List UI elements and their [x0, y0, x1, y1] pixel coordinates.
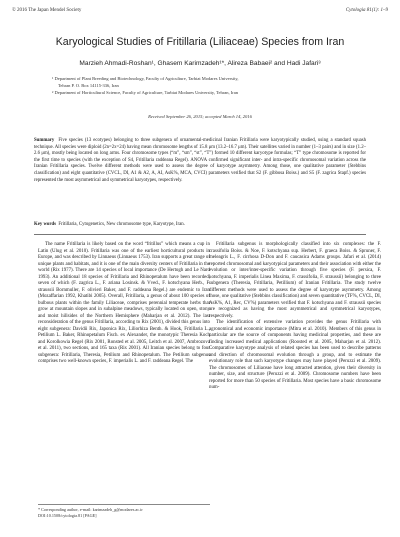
corresponding-author-note: * Corresponding author, e-mail: karimzadeh_g@modares.ac.ir — [38, 507, 143, 512]
keywords — [34, 222, 366, 227]
abstract — [34, 138, 366, 184]
body-column-right — [209, 242, 381, 392]
footnote — [38, 504, 210, 518]
received-dates: Received September 26, 2015; accepted March 14, 2016 — [148, 114, 252, 119]
author-list: Marzieh Ahmadi-Roshan¹, Ghasem Karimzadeh¹*, Alireza Babaei² and Hadi Jafari³ — [79, 60, 321, 67]
affiliation-line: ² Department of Horticultural Science, Faculty of Agriculture, Tarbiat Modares University, Tehran, Iran — [52, 90, 238, 95]
journal-citation: Cytologia 81(1): 1–9 — [345, 8, 388, 13]
body-paragraph: The identification of extensive variation provides the genus Fritillaria with agronomical and economic importance (Mitra et al. 2010). Members of this genus in particular are the source of components having medicinal properties, and these are finding increased medical applications (Roosted et al. 2005, Maharjan et al. 2012). Comparative karyotype analysis of related species has been used to describe patterns and direction of chromosomal evolution through a group, and to estimate the evolutionary role that such karyotype changes may have played (Peruzzi et al. 2009). The chromosomes of Liliaceae have long attracted attention, given their diversity in number, size, and structure (Peruzzi et al. 2009). Chromosome numbers have been reported for more than 50 species of Fritillaria. Most species have a basic chromosome num- — [209, 320, 381, 390]
affiliation-line: Tehran P. O. Box 14115-336, Iran — [58, 83, 119, 88]
body-column-left — [38, 242, 210, 366]
affiliations — [52, 76, 360, 97]
keywords-label: Key words — [34, 222, 56, 227]
body-paragraph: The name Fritillaria is likely based on the word “fritillus” which means a cup in Latin (Ulug et al. 2010). Fritillaria was one of the earliest horticultural products in Europe, and was described by Linnaeus (Linnaeus 1753). Iran supports a great range of unique plants and habitats, and it is one of the main diversity centers of Fritillaria in the world (Rix 1977). There are 14 species of local importance (De Hertogh and Le Nard 1993). An additional 18 species of Fritillaria and Rhinopetalum have been recorded, seven of which (F. zagrica L., F. ariana Losinsk. & Vved., F. kotschyana Herb., F. straussii Bornmuller, F. olivieri Baker, and F. raddeana Regel.) are endemic to Iran (Mozaffarian 1992, Khatibi 2005). Overall, Fritillaria, a genus of about 100 species of bulbous plants within the family Liliaceae, comprises perennial temperate herbs that grow at mountain slopes and in subalpine meadows, typically located on open, stony and moist hillsides of the Northern Hemisphere (Maharjan et al. 2012). The last reconsideration of the genus Fritillaria, according to Rix (2001), divided this genus into eight subgenera: Davidii Rix, Japonica Rix, Liliorhiza Benth. & Hook, Fritillaria L., Petilium L. Baker, Rhinopetalum Fisch. ex Alexander, the monotypic Theresia Koch and Korolkowia Regel (Rix 2001, Ronsted et al. 2005, Leitch et al. 2007, Ambrozova et al. 2011), two sections, and 165 taxa (Rix 2001). All Iranian species belong to four subgenera: Fritillaria, Theresia, Petilium and Rhinopetalum. The Petilium subgenus comprises two well-known species, F. imperialis L. and F. raddeana Regel. The — [38, 242, 210, 364]
copyright-notice: © 2016 The Japan Mendel Society — [12, 8, 82, 13]
abstract-label: Summary — [34, 138, 55, 143]
doi-line: DOI:10.1508/cytologia.81 [PAGE] — [38, 512, 97, 518]
body-paragraph: Fritillaria subgenus is morphologically classified into six complexes: the F. crassifolia Boiss. & Noe, F. kotschyana sup. Herbert, F. graeca Boiss. & Spruner, F. meleagris L., F. cirrhosa D-Don and F. caucasica Adams groups. Jafari et al. (2014) reported chromosomal and karyotypical parameters and their association with either the evolution or inter/inter-specific variation through five species (F. persica, F. kotschyana, F. imperialis Linea Maxima, F. crassifolia, F. straussii) belonging to three subgenera (Theresia, Fritillaria, Petillium) of Iranian Fritillaria. The study twelve different methods were used to assess the degree of karyotype asymmetry. Among those, one qualitative (Stebbins classification) and seven quantitative (TF%, CVCL, DI, AsK%, A1, Rec, CV%) parameters verified that F. kotschyana and F. straussii species are recognized as having the most asymmetrical and symmetrical karyotypes, respectively. — [209, 242, 381, 319]
section-divider — [34, 234, 366, 235]
keywords-text: Fritillaria, Cytogenetics, New chromosome type, Karyotype, Iran. — [58, 222, 185, 227]
affiliation-line: ¹ Department of Plant Breeding and Biotechnology, Faculty of Agriculture, Tarbiat Modares University, — [52, 76, 239, 81]
paper-title: Karyological Studies of Fritillaria (Liliaceae) Species from Iran — [55, 36, 345, 48]
running-header — [12, 8, 388, 18]
abstract-text: Five species (13 ecotypes) belonging to three subgenera of ornamental-medicinal Iranian Fritillaria were karyotypically studied, using a standard squash technique. All species were diploid (2n=2x=24) having mean chromosome lengths of 15.8 μm (13.2–16.7 μm). Their satellites varied in number (1–3 pairs) and in size (1.2–2.6 μm), mostly being located on long arms. Four chromosome types (“m”, “sm”, “st”, “T”) formed 10 different karyotype formulas; “T” type chromosome is reported for the first time to species (with the exception of S4, Fritillaria raddeana Regel). ANOVA confirmed significant inter- and intra-specific chromosomal variation across the Iranian Fritillaria species. Twelve different methods were used to assess the degree of karyotype asymmetry. Among those, one qualitative parameter (Stebbins classification) and eight quantitative (CVCL, DI, A1 & A2, A, AI, AsK%, MCA, CVCI) parameters verified that S2 (F. gibbosa Boiss.) and S5 (F. zagrica Stapf.) species represented the most asymmetrical and symmetrical karyotypes, respectively. — [34, 138, 366, 183]
